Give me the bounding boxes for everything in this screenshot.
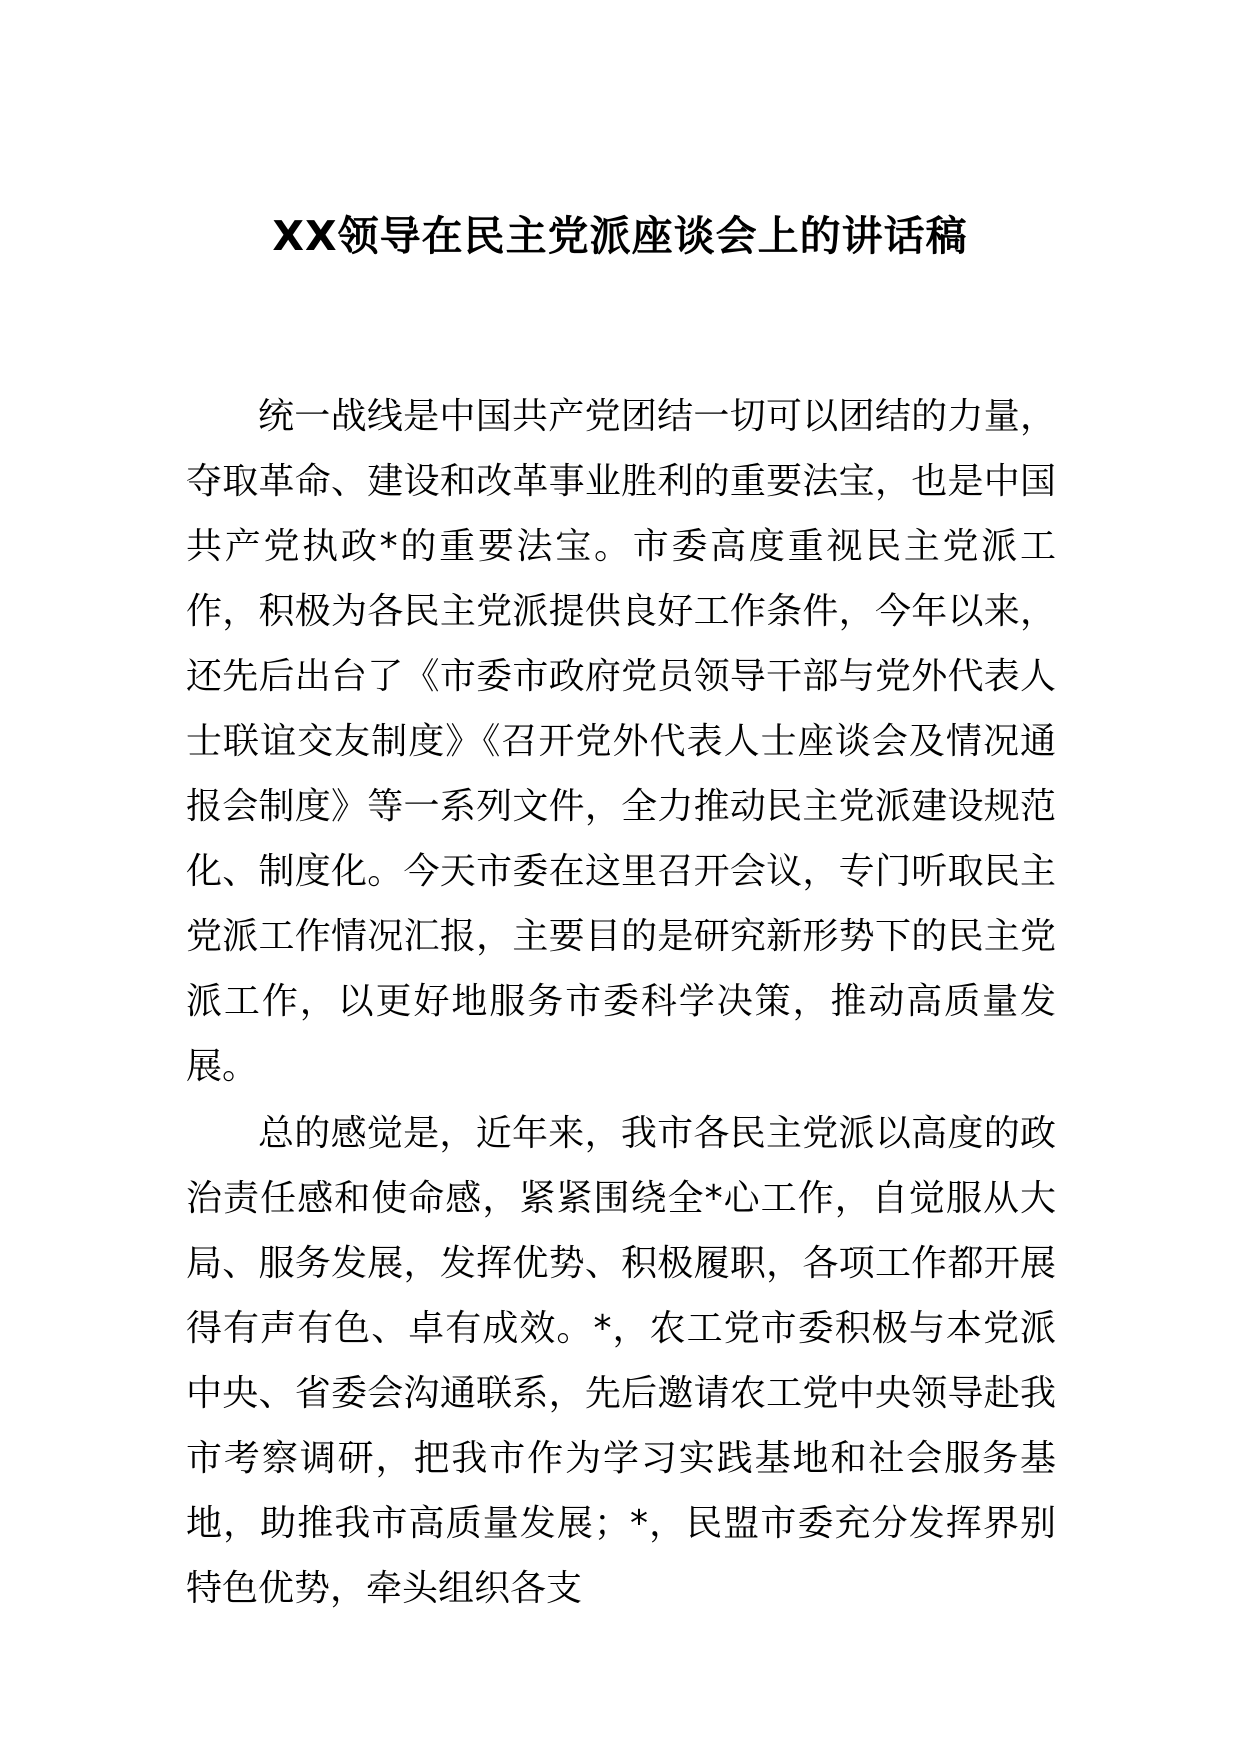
body-paragraph-2: 总的感觉是，近年来，我市各民主党派以高度的政治责任感和使命感，紧紧围绕全*心工作，自觉服从大局、服务发展，发挥优势、积极履职，各项工作都开展得有声有色、卓有成效。*，农工党市委积极与本党派中央、省委会沟通联系，先后邀请农工党中央领导赴我市考察调研，把我市作为学习实践基地和社会服务基地，助推我市高质量发展；*，民盟市委充分发挥界别特色优势，牵头组织各支: [186, 1113, 1056, 1609]
page-title: XX领导在民主党派座谈会上的讲话稿: [272, 212, 968, 260]
body-paragraph-1: 统一战线是中国共产党团结一切可以团结的力量，夺取革命、建设和改革事业胜利的重要法宝，也是中国共产党执政*的重要法宝。市委高度重视民主党派工作，积极为各民主党派提供良好工作条件，今年以来，还先后出台了《市委市政府党员领导干部与党外代表人士联谊交友制度》《召开党外代表人士座谈会及情况通报会制度》等一系列文件，全力推动民主党派建设规范化、制度化。今天市委在这里召开会议，专门听取民主党派工作情况汇报，主要目的是研究新形势下的民主党派工作，以更好地服务市委科学决策，推动高质量发展。: [186, 396, 1056, 1087]
